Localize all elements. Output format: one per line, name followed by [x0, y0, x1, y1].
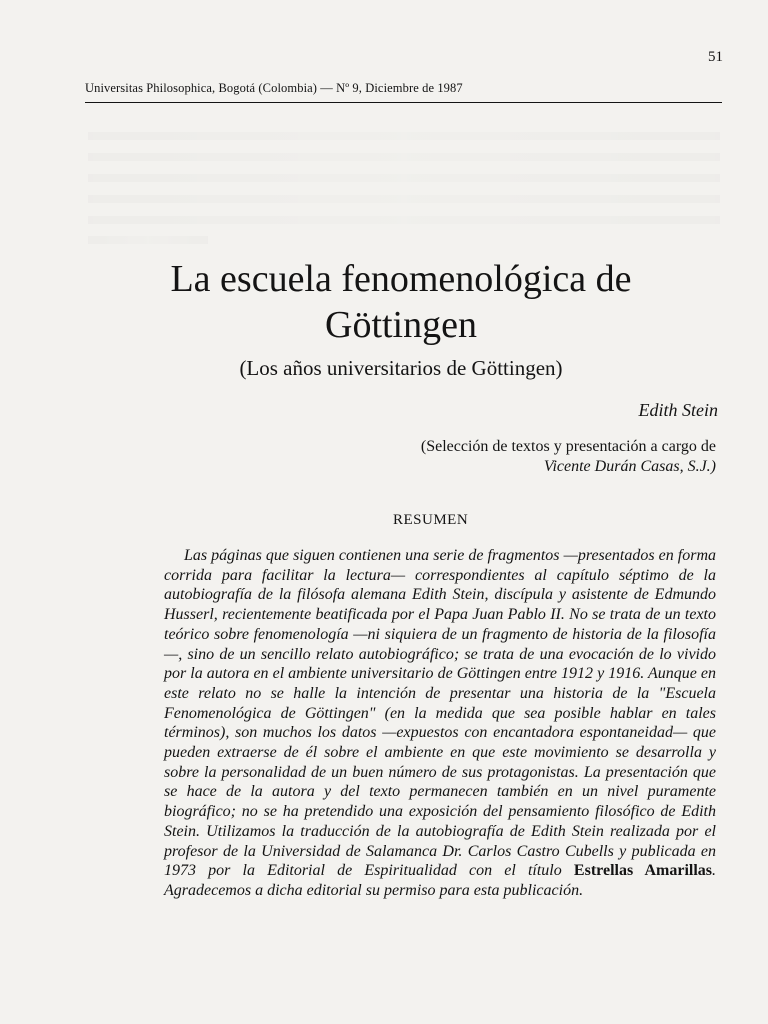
editor-credit-line-1: (Selección de textos y presentación a cargo de [420, 438, 716, 455]
show-through-bleed [88, 195, 720, 203]
show-through-bleed [88, 216, 720, 224]
article-title-line-2: Göttingen [325, 304, 477, 346]
editor-credit-line-2: Vicente Durán Casas, S.J.) [543, 458, 716, 475]
book-title: Estrellas Amarillas [573, 862, 713, 880]
abstract-text-main: Las páginas que siguen contienen una serie de fragmentos —presentados en forma corrida para facilitar la lectura— correspondientes al capítulo séptimo de la autobiografía de la filósofa alemana Edith Stein, discípula y asistente de Edmundo Husserl, recientemente beatificada por el Papa Juan Pablo II. No se trata de un texto teórico sobre fenomenología —ni siquiera de un fragmento de historia de la filosofía—, sino de un sencillo relato autobiográfico; se trata de una evocación de lo vivido por la autora en el ambiente universitario de Göttingen entre 1912 y 1916. Aunque en este relato no se halle la intención de presentar una historia de la "Escuela Fenomenológica de Göttingen" (en la medida que sea posible hablar en tales términos), son muchos los datos —expuestos con encantadora espontaneidad— que pueden extraerse de él sobre el ambiente en que este movimiento se desarrolla y sobre la personalidad de un buen número de sus protagonistas. La presentación que se hace de la autora y del texto permanecen también en un nivel puramente biográfico; no se ha pretendido una exposición del pensamiento filosófico de Edith Stein. Utilizamos la traducción de la autobiografía de Edith Stein realizada por el profesor de la Universidad de Salamanca Dr. Carlos Castro Cubells y publicada en 1973 por la Editorial de Espiritualidad con el título [164, 547, 716, 880]
article-title-line-1: La escuela fenomenológica de [170, 258, 632, 300]
page-number: 51 [708, 49, 723, 65]
show-through-bleed [88, 236, 208, 244]
article-title [86, 256, 716, 348]
show-through-bleed [88, 174, 720, 182]
running-header: Universitas Philosophica, Bogotá (Colombia) — Nº 9, Diciembre de 1987 [85, 81, 463, 95]
header-rule [85, 102, 722, 103]
show-through-bleed [88, 132, 720, 140]
abstract-text-end: . Agradecemos a dicha editorial su permiso para esta publicación. [164, 862, 717, 899]
article-subtitle: (Los años universitarios de Göttingen) [239, 356, 563, 380]
editor-credit [421, 437, 716, 477]
author-name: Edith Stein [638, 400, 718, 420]
show-through-bleed [88, 153, 720, 161]
resumen-heading: RESUMEN [393, 512, 469, 528]
abstract-paragraph [164, 546, 716, 901]
